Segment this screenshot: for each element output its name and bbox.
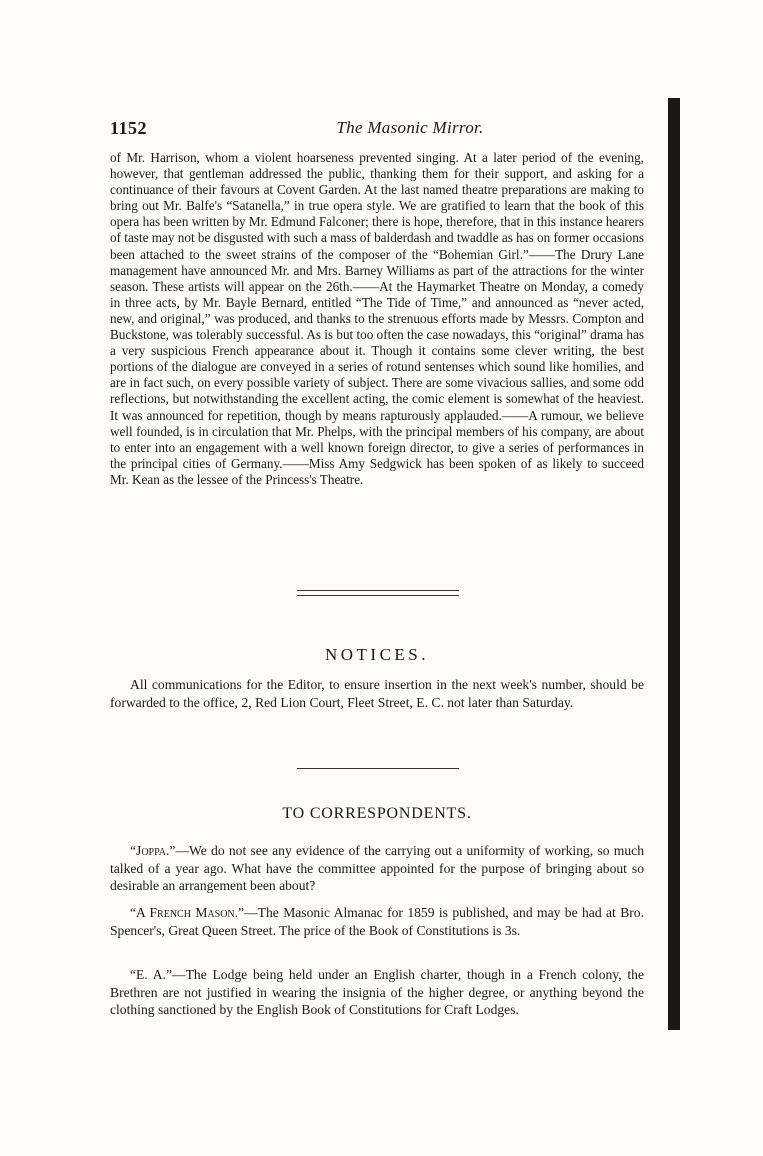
- correspondent-reply: —The Masonic Almanac for 1859 is published, and may be had at Bro. Spencer's, Great Queen Street. The price of the Book of Constitutions is 3s.: [110, 905, 644, 938]
- correspondent-entry: [110, 904, 644, 939]
- correspondent-reply: —We do not see any evidence of the carrying out a uniformity of working, so much talked of a year ago. What have the committee appointed for the purpose of bringing about so desirable an arrangement been about?: [110, 843, 644, 894]
- section-divider: [297, 768, 459, 769]
- section-divider-double: [297, 590, 459, 596]
- correspondents-heading: TO CORRESPONDENTS.: [282, 805, 472, 822]
- correspondent-entry: [110, 842, 644, 895]
- notices-heading: NOTICES.: [324, 645, 430, 664]
- binding-edge: [668, 98, 680, 1030]
- article-text: of Mr. Harrison, whom a violent hoarseness prevented singing. At a later period of the evening, however, that gentleman addressed the public, thanking them for their support, and asking for a continuance of their favours at Covent Garden. At the last named theatre preparations are making to bring out Mr. Balfe's “Satanella,” in true opera style. We are gratified to learn that the book of this opera has been written by Mr. Edmund Falconer; there is hope, therefore, that in this instance hearers of taste may not be disgusted with such a mass of balderdash and twaddle as has on former occasions been attached to the sweet strains of the composer of the “Bohemian Girl.”——The Drury Lane management have announced Mr. and Mrs. Barney Williams as part of the attractions for the winter season. These artists will appear on the 26th.——At the Haymarket Theatre on Monday, a comedy in three acts, by Mr. Bayle Bernard, entitled “The Tide of Time,” and announced as “never acted, new, and original,” was produced, and thanks to the strenuous efforts made by Messrs. Compton and Buckstone, was tolerably successful. As is but too often the case nowadays, this “original” drama has a very suspicious French appearance about it. Though it contains some clever writing, the best portions of the dialogue are conveyed in a series of rotund sentenses which sound like homilies, and are in fact such, on every possible variety of subject. There are some vivacious sallies, and some odd reflections, but notwithstanding the excellent acting, the comic element is somewhat of the heaviest. It was announced for repetition, though by means rapturously applauded.——A rumour, we believe well founded, is in circulation that Mr. Phelps, with the principal members of his company, are about to enter into an engagement with a well known foreign director, to give a series of performances in the principal cities of Germany.——Miss Amy Sedgwick has been spoken of as likely to succeed Mr. Kean as the lessee of the Princess's Theatre.: [110, 150, 644, 487]
- correspondent-entry: [110, 966, 644, 1019]
- correspondent-name: “Joppa.”: [130, 843, 176, 858]
- correspondent-name: “A French Mason.”: [130, 905, 245, 920]
- correspondent-reply: —The Lodge being held under an English charter, though in a French colony, the Brethren are not justified in wearing the insignia of the higher degree, or anything beyond the clothing sanctioned by the English Book of Constitutions for Craft Lodges.: [110, 967, 644, 1018]
- notices-text: All communications for the Editor, to ensure insertion in the next week's number, should be forwarded to the office, 2, Red Lion Court, Fleet Street, E. C. not later than Saturday.: [110, 677, 644, 710]
- running-title: The Masonic Mirror.: [336, 118, 484, 137]
- correspondent-name: “E. A.”: [130, 967, 172, 982]
- page-header: [110, 118, 650, 142]
- page-number: 1152: [110, 118, 148, 138]
